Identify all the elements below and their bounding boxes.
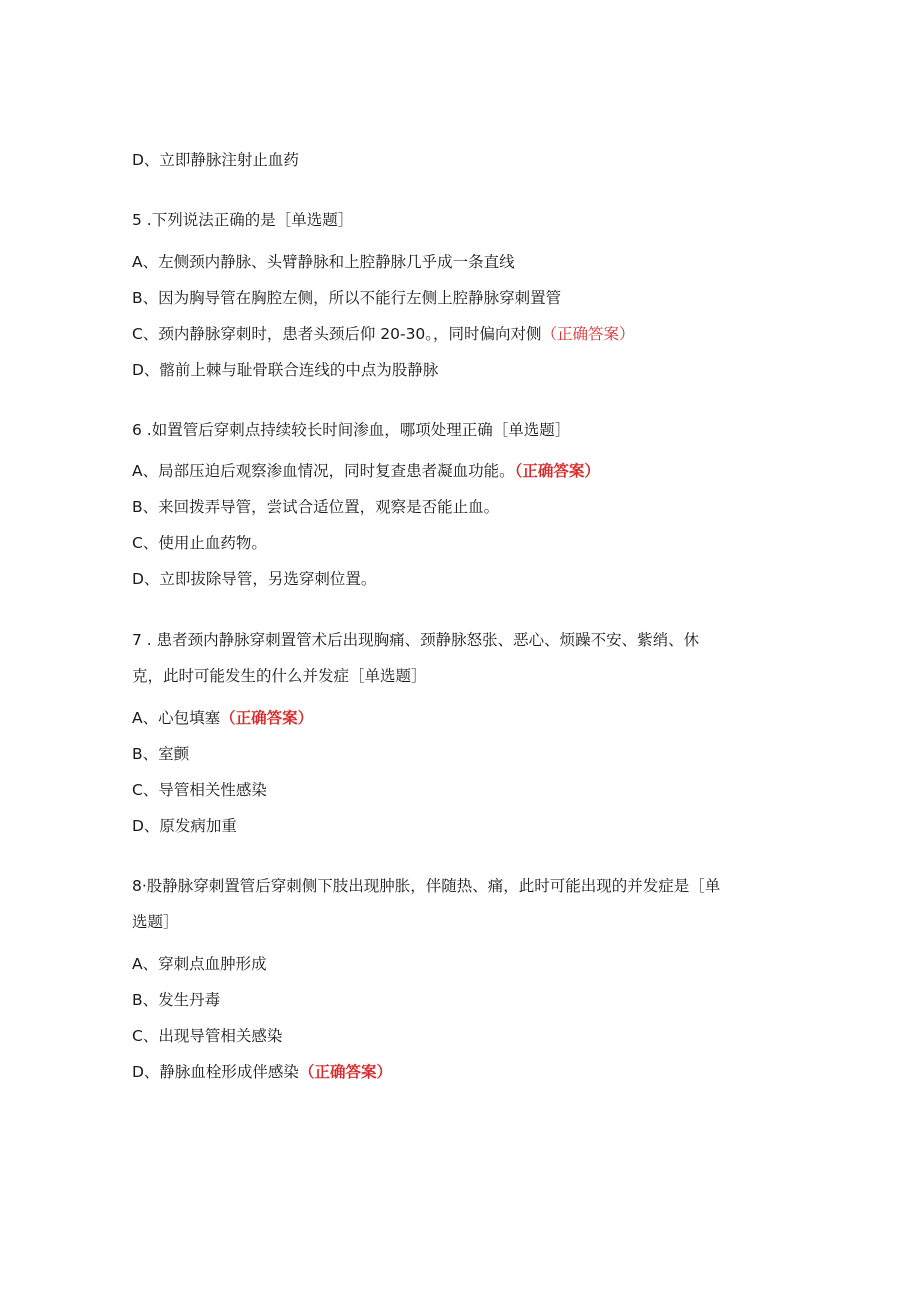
question-6-stem xyxy=(132,420,570,440)
option-text: D、立即静脉注射止血药 xyxy=(132,151,299,169)
question-6-option-c xyxy=(132,533,267,553)
option-text: C、使用止血药物。 xyxy=(132,534,267,552)
option-text: D、静脉血栓形成伴感染 xyxy=(132,1063,299,1081)
question-8-option-a xyxy=(132,954,267,974)
correct-answer-mark: （正确答案） xyxy=(298,1063,392,1081)
option-text: B、因为胸导管在胸腔左侧，所以不能行左侧上腔静脉穿刺置管 xyxy=(132,289,562,307)
option-text: C、导管相关性感染 xyxy=(132,781,267,799)
question-4-option-d xyxy=(132,150,299,170)
question-5-option-a xyxy=(132,252,515,272)
question-7-option-b xyxy=(132,744,189,764)
option-text: B、发生丹毒 xyxy=(132,991,221,1009)
option-text: B、来回拨弄导管，尝试合适位置，观察是否能止血。 xyxy=(132,498,500,516)
question-text: 克，此时可能发生的什么并发症［单选题］ xyxy=(132,667,427,685)
question-7-stem-line-2 xyxy=(132,666,427,686)
question-8-stem-line-1 xyxy=(132,876,720,896)
option-text: D、髂前上棘与耻骨联合连线的中点为股静脉 xyxy=(132,361,439,379)
question-8-option-d xyxy=(132,1062,392,1082)
question-text: 选题］ xyxy=(132,913,179,931)
question-7-option-d xyxy=(132,816,237,836)
question-8-stem-line-2 xyxy=(132,912,179,932)
question-text: 6 .如置管后穿刺点持续较长时间渗血，哪项处理正确［单选题］ xyxy=(132,421,571,439)
question-8-option-b xyxy=(132,990,220,1010)
option-text: A、心包填塞 xyxy=(132,709,221,727)
question-6-option-d xyxy=(132,569,376,589)
option-text: D、原发病加重 xyxy=(132,817,237,835)
option-text: C、出现导管相关感染 xyxy=(132,1027,283,1045)
question-7-stem-line-1 xyxy=(132,630,699,650)
question-6-option-b xyxy=(132,497,499,517)
question-text: 7 . 患者颈内静脉穿刺置管术后出现胸痛、颈静脉怒张、恶心、烦躁不安、紫绡、休 xyxy=(132,631,700,649)
correct-answer-mark: （正确答案） xyxy=(514,462,600,480)
question-7-option-c xyxy=(132,780,267,800)
question-text: 8·股静脉穿刺置管后穿刺侧下肢出现肿胀，伴随热、痛，此时可能出现的并发症是［单 xyxy=(132,877,721,895)
question-5-option-b xyxy=(132,288,561,308)
question-5-option-d xyxy=(132,360,438,380)
correct-answer-mark: （正确答案） xyxy=(541,325,635,343)
question-6-option-a xyxy=(132,461,600,481)
question-5-option-c xyxy=(132,324,635,344)
option-text: A、左侧颈内静脉、头臂静脉和上腔静脉几乎成一条直线 xyxy=(132,253,515,271)
question-5-stem xyxy=(132,210,353,230)
question-7-option-a xyxy=(132,708,313,728)
question-text: 5 .下列说法正确的是［单选题］ xyxy=(132,211,354,229)
option-text: B、室颤 xyxy=(132,745,190,763)
option-text: C、颈内静脉穿刺时，患者头颈后仰 20-30。，同时偏向对侧 xyxy=(132,325,542,343)
option-text: D、立即拔除导管，另选穿刺位置。 xyxy=(132,570,377,588)
option-text: A、局部压迫后观察渗血情况，同时复查患者凝血功能。 xyxy=(132,462,515,480)
question-8-option-c xyxy=(132,1026,282,1046)
option-text: A、穿刺点血肿形成 xyxy=(132,955,267,973)
correct-answer-mark: （正确答案） xyxy=(220,709,314,727)
